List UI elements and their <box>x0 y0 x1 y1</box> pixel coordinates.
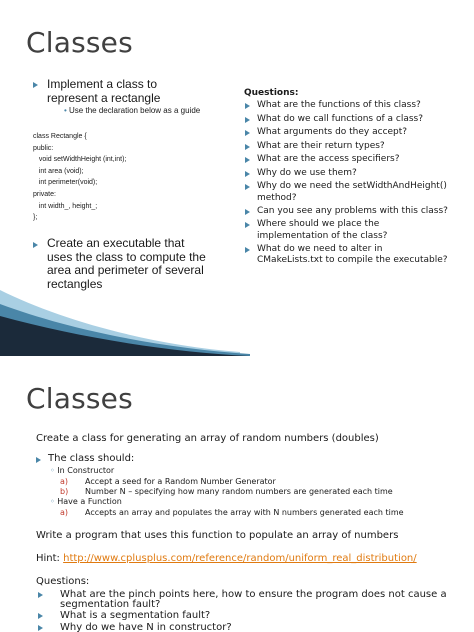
code-line: int perimeter(void); <box>33 179 98 187</box>
question-text: What are their return types? <box>257 140 385 151</box>
bullet-icon <box>245 209 250 215</box>
bullet-text: Create an executable that <box>47 236 185 250</box>
code-line: private: <box>33 191 56 198</box>
bullet-text: rectangles <box>47 276 103 291</box>
question-text: What do we need to alter in <box>257 243 383 254</box>
bullet-icon <box>33 242 38 248</box>
have-function: ◦ Have a Function <box>50 497 122 506</box>
item-letter: a) <box>60 508 69 517</box>
questions-heading: Questions: <box>36 576 90 587</box>
question-text: CMakeLists.txt to compile the executable? <box>257 255 448 265</box>
question-text: Why do we need the setWidthAndHeight() <box>257 181 447 191</box>
question-text: Can you see any problems with this class? <box>257 205 448 216</box>
code-line: void setWidthHeight (int,int); <box>33 156 127 164</box>
program-text: Write a program that uses this function to populate an array of numbers <box>36 530 399 541</box>
question-text: What is a segmentation fault? <box>60 610 211 621</box>
code-line: int area (void); <box>33 167 84 175</box>
bullet-text: represent a rectangle <box>47 91 161 105</box>
question-text: Why do we use them? <box>257 167 357 178</box>
sub-bullet: • Use the declaration below as a guide <box>64 106 201 115</box>
bullet-icon <box>245 184 250 190</box>
question-text: method? <box>257 192 297 203</box>
question-text: Why do we have N in constructor? <box>60 621 232 632</box>
hint-link[interactable]: http://www.cplusplus.com/reference/random/uniform_real_distribution/ <box>63 553 417 564</box>
intro-text: Create a class for generating an array of random numbers (doubles) <box>36 433 379 444</box>
bullet-icon <box>245 222 250 228</box>
question-text: Where should we place the <box>257 219 380 229</box>
question-text: segmentation fault? <box>60 599 161 610</box>
slide-separator <box>0 356 474 366</box>
bullet-icon <box>245 130 250 136</box>
item-letter: b) <box>60 487 69 496</box>
decorative-wave <box>0 290 474 356</box>
bullet-icon <box>36 457 41 463</box>
item-text: Accepts an array and populates the array with N numbers generated each time <box>85 508 404 517</box>
question-text: What are the functions of this class? <box>257 100 421 110</box>
question-text: What are the access specifiers? <box>257 154 400 164</box>
bullet-text: Implement a class to <box>47 77 158 91</box>
bullet-icon <box>245 117 250 123</box>
bullet-text: area and perimeter of several <box>47 263 204 277</box>
bullet-icon <box>38 592 43 598</box>
code-line: class Rectangle { <box>33 133 87 140</box>
item-letter: a) <box>60 477 69 486</box>
bullet-icon <box>245 247 250 253</box>
bullet-icon <box>38 625 43 631</box>
questions-heading: Questions: <box>244 88 299 98</box>
class-should-text: The class should: <box>48 453 135 464</box>
bullet-icon <box>245 103 250 109</box>
code-line: int width_, height_; <box>33 202 98 210</box>
bullet-icon <box>38 613 43 619</box>
slide-2 <box>0 366 474 632</box>
bullet-icon <box>245 157 250 163</box>
question-text: implementation of the class? <box>257 230 388 241</box>
in-constructor: ◦ In Constructor <box>50 466 115 475</box>
code-line: public: <box>33 144 54 152</box>
item-text: Accept a seed for a Random Number Generator <box>85 477 276 486</box>
bullet-text: uses the class to compute the <box>47 249 206 264</box>
slide-title: Classes <box>26 26 133 59</box>
bullet-icon <box>245 144 250 150</box>
question-text: What arguments do they accept? <box>257 127 408 137</box>
slide-title: Classes <box>26 382 133 415</box>
item-text: Number N – specifying how many random numbers are generated each time <box>85 487 393 496</box>
question-text: What are the pinch points here, how to ensure the program does not cause a <box>60 589 447 600</box>
code-line: }; <box>33 214 38 222</box>
bullet-icon <box>245 171 250 177</box>
question-text: What do we call functions of a class? <box>257 113 424 124</box>
bullet-icon <box>33 82 38 88</box>
hint: Hint: http://www.cplusplus.com/reference/random/uniform_real_distribution/ <box>36 553 417 564</box>
